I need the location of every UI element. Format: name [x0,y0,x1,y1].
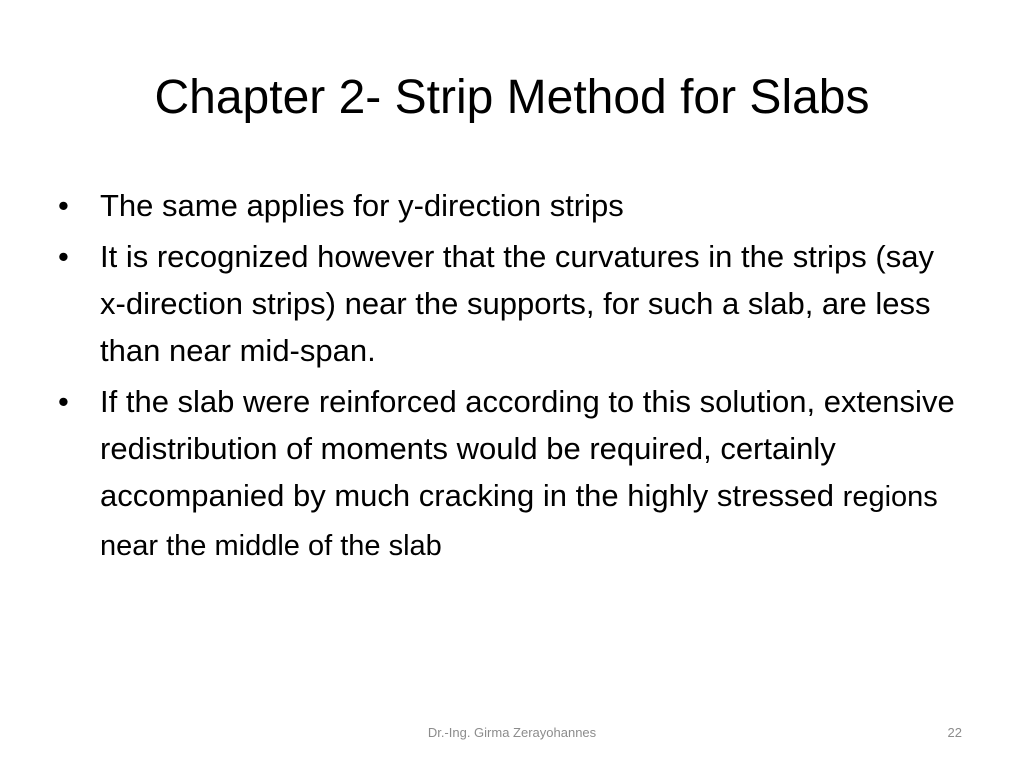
bullet-icon: • [58,239,69,274]
bullet-icon: • [58,188,69,223]
slide-number: 22 [947,725,962,740]
slide-title: Chapter 2- Strip Method for Slabs [154,71,870,124]
bullet-text: If the slab were reinforced according to this solution, extensive redistribution of moments would be required, certainly accompanied by much cracking in the highly stressed [100,384,955,513]
footer-author: Dr.-Ing. Girma Zerayohannes [427,725,597,740]
bullet-item [58,378,958,570]
bullet-text-tail: regions near the middle of the slab [100,481,938,562]
bullet-list [58,182,958,574]
bullet-icon: • [58,384,69,419]
bullet-item [58,233,958,374]
bullet-text: It is recognized however that the curvatures in the strips (say x-direction strips) near the supports, for such a slab, are less than near mid-span. [100,239,934,368]
bullet-item [58,182,958,229]
bullet-text: The same applies for y-direction strips [100,188,624,223]
